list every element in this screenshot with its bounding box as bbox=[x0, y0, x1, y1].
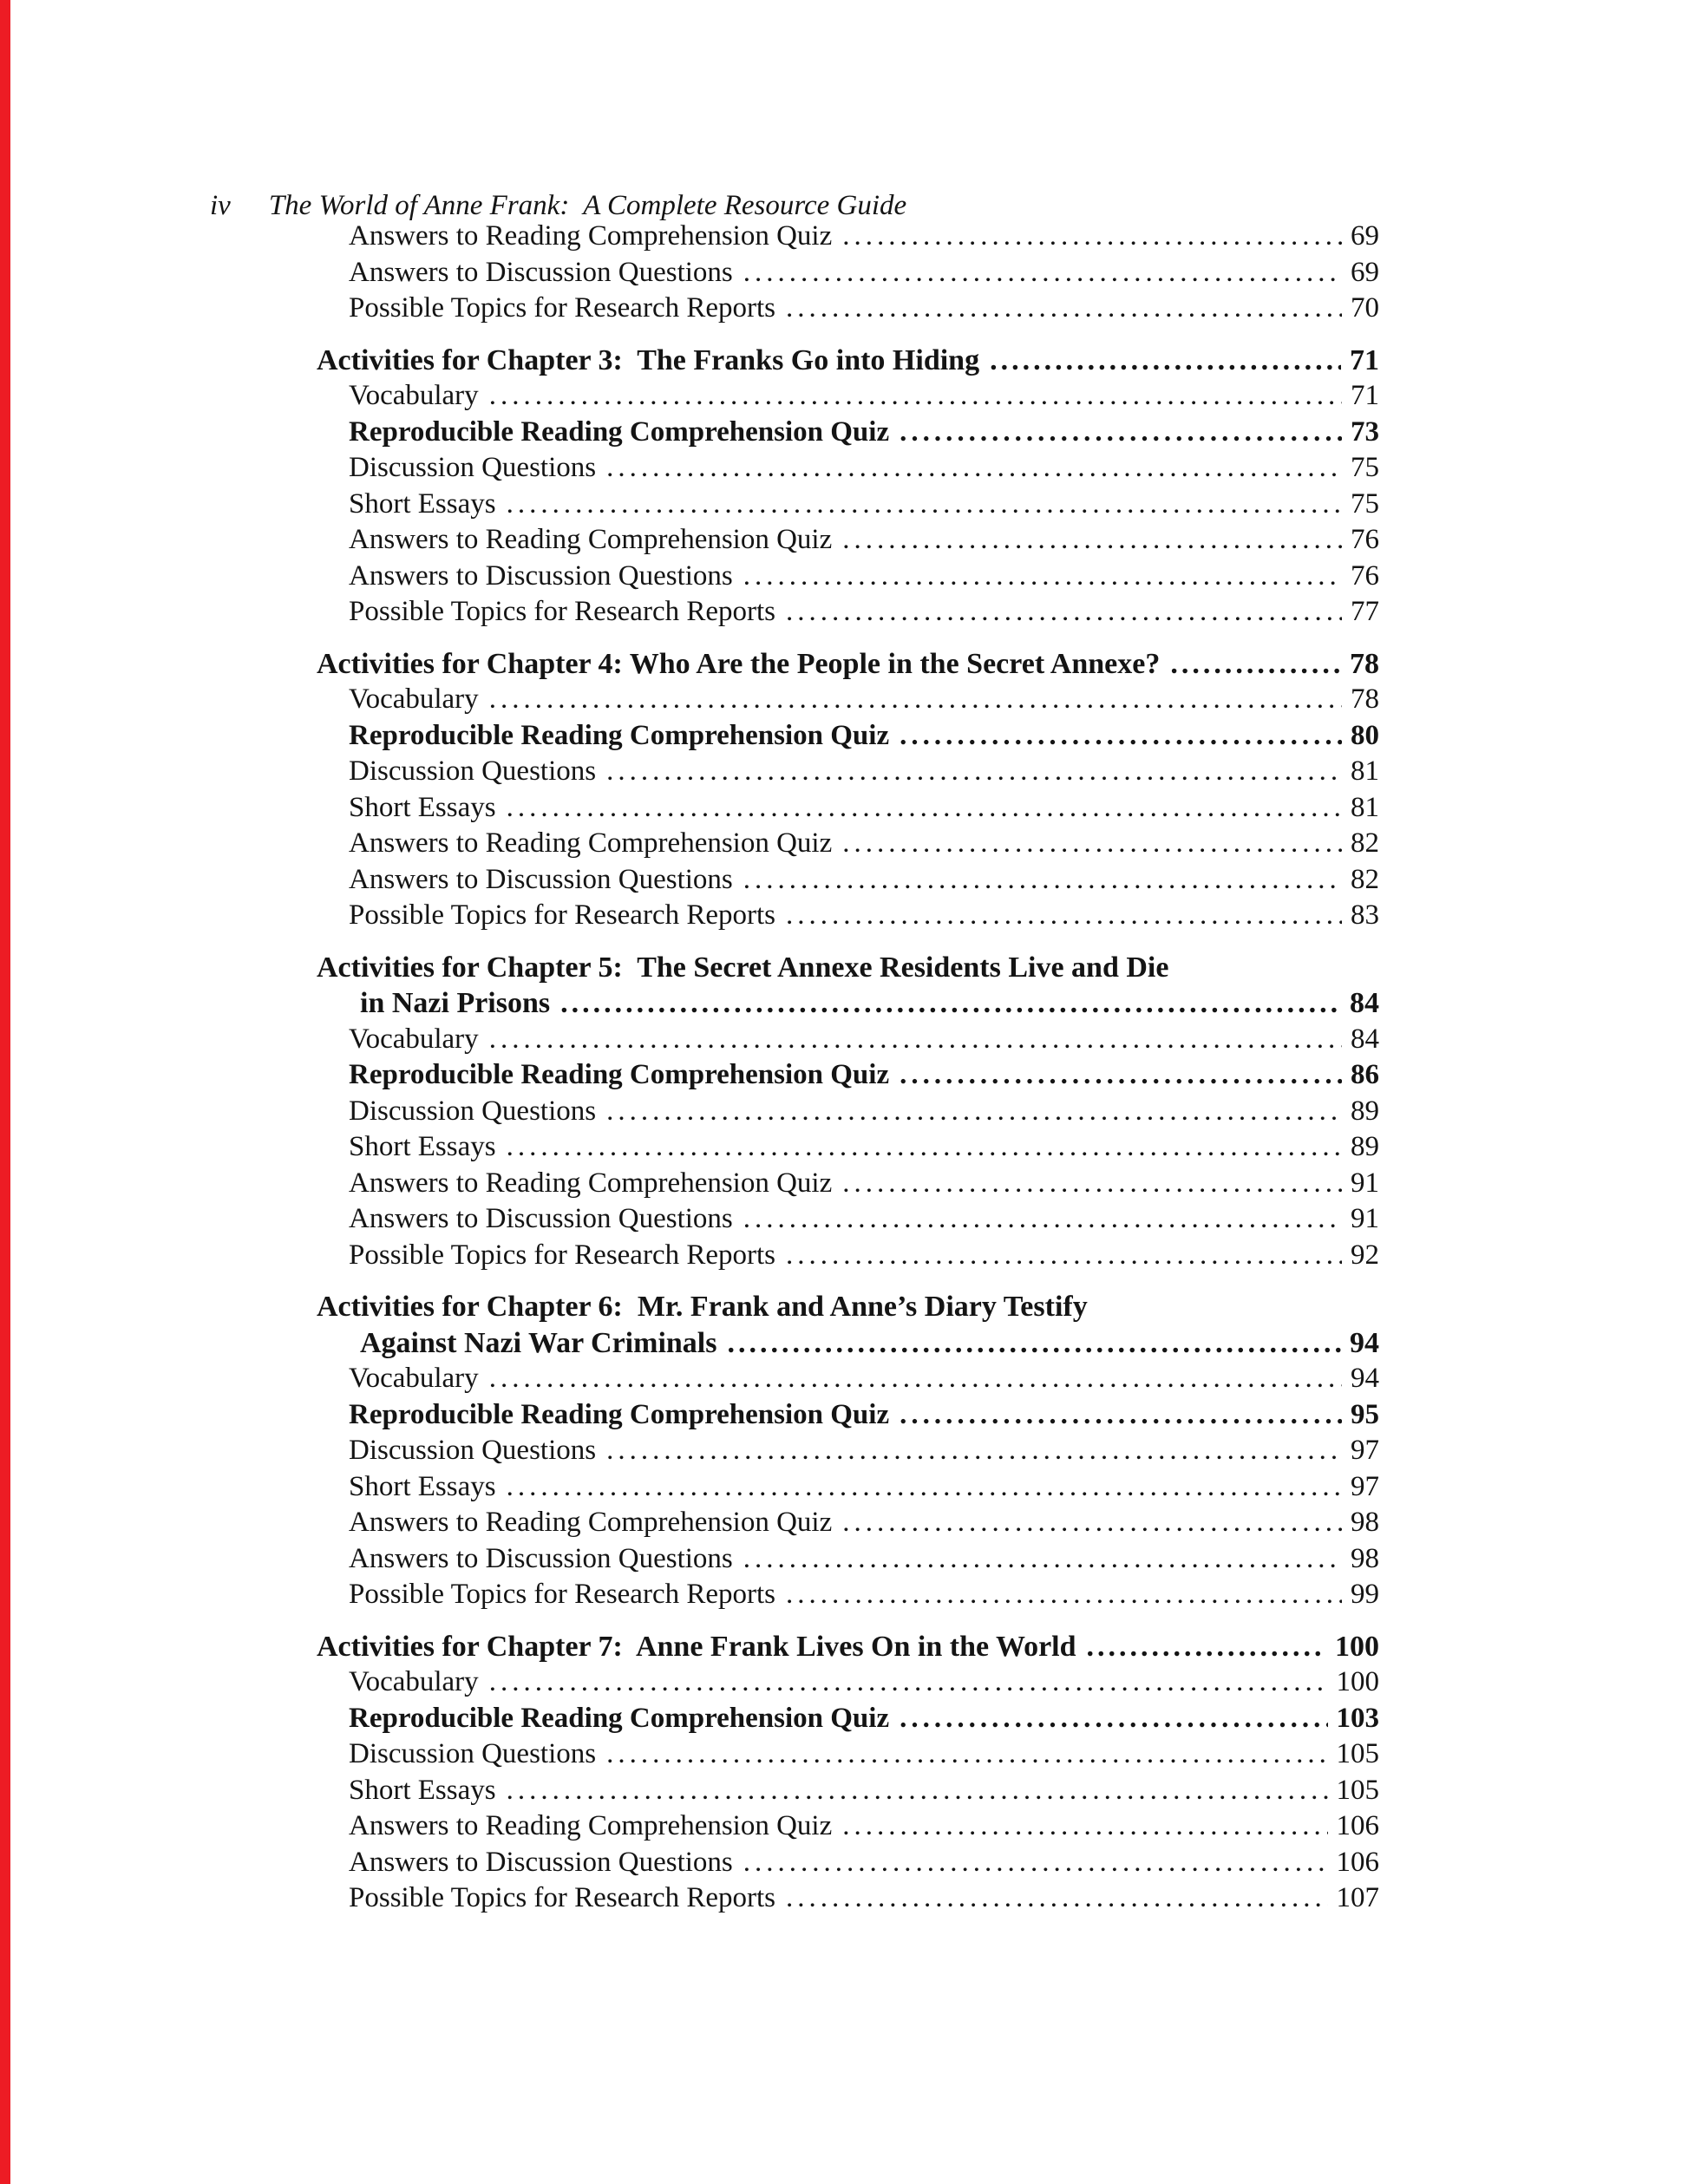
dot-leader bbox=[786, 1238, 1342, 1274]
dot-leader bbox=[560, 985, 1341, 1022]
entry-label: Reproducible Reading Comprehension Quiz bbox=[349, 1398, 890, 1430]
page-number: 107 bbox=[1336, 1882, 1379, 1913]
toc-entry bbox=[317, 450, 1379, 487]
page-number: 100 bbox=[1336, 1666, 1379, 1697]
toc-entry bbox=[317, 1541, 1379, 1578]
entry-label: Reproducible Reading Comprehension Quiz bbox=[349, 719, 890, 751]
entry-label: Short Essays bbox=[349, 487, 496, 520]
dot-leader bbox=[606, 1094, 1342, 1130]
page-number: 95 bbox=[1351, 1398, 1379, 1430]
page-number: 70 bbox=[1351, 292, 1379, 324]
entry-label: Answers to Discussion Questions bbox=[349, 1203, 733, 1234]
entry-label: Short Essays bbox=[349, 1774, 496, 1806]
toc-entry bbox=[317, 1433, 1379, 1469]
running-title: The World of Anne Frank: A Complete Resource Guide bbox=[268, 190, 907, 221]
entry-label: Answers to Reading Comprehension Quiz bbox=[349, 220, 833, 252]
toc-entry bbox=[317, 1361, 1379, 1397]
toc-entry bbox=[317, 1773, 1379, 1809]
left-edge-red-stripe bbox=[0, 0, 10, 2184]
entry-label: Short Essays bbox=[349, 1131, 496, 1162]
page-number: 78 bbox=[1350, 647, 1379, 680]
entry-label: Activities for Chapter 5: The Secret Annexe Residents Live and Die bbox=[317, 951, 1169, 984]
entry-label: Answers to Discussion Questions bbox=[349, 863, 733, 895]
toc-entry bbox=[317, 559, 1379, 595]
chapter-heading-line2 bbox=[317, 985, 1379, 1022]
toc-entry bbox=[317, 219, 1379, 255]
page-number: 77 bbox=[1351, 596, 1379, 627]
dot-leader bbox=[786, 898, 1342, 934]
page-number: 106 bbox=[1336, 1810, 1379, 1841]
entry-label: Activities for Chapter 6: Mr. Frank and Anne’s Diary Testify bbox=[317, 1291, 1088, 1323]
page-number: 92 bbox=[1351, 1239, 1379, 1271]
entry-label: Short Essays bbox=[349, 791, 496, 823]
dot-leader bbox=[842, 522, 1342, 559]
entry-label: Vocabulary bbox=[349, 683, 479, 715]
dot-leader bbox=[842, 1505, 1342, 1541]
page-number: 71 bbox=[1351, 380, 1379, 411]
toc-entry bbox=[317, 522, 1379, 559]
toc-entry bbox=[317, 790, 1379, 827]
dot-leader bbox=[606, 1433, 1342, 1469]
toc-entry bbox=[317, 718, 1379, 755]
dot-leader bbox=[489, 1664, 1328, 1701]
page-number: 100 bbox=[1335, 1630, 1379, 1663]
page-number: 83 bbox=[1351, 899, 1379, 931]
dot-leader bbox=[743, 1201, 1342, 1238]
entry-label: Discussion Questions bbox=[349, 1738, 597, 1769]
toc-entry bbox=[317, 826, 1379, 862]
toc-entry bbox=[317, 291, 1379, 327]
dot-leader bbox=[743, 255, 1342, 291]
toc-entry bbox=[317, 1022, 1379, 1058]
dot-leader bbox=[743, 1845, 1328, 1881]
dot-leader bbox=[786, 594, 1342, 631]
entry-label: Discussion Questions bbox=[349, 452, 597, 483]
toc-entry bbox=[317, 1701, 1379, 1737]
entry-label: Reproducible Reading Comprehension Quiz bbox=[349, 415, 890, 448]
page-number: 98 bbox=[1351, 1507, 1379, 1538]
toc-entry bbox=[317, 682, 1379, 718]
page-number: 75 bbox=[1351, 452, 1379, 483]
dot-leader bbox=[489, 1361, 1342, 1397]
dot-leader bbox=[842, 1166, 1342, 1202]
entry-label: Discussion Questions bbox=[349, 1095, 597, 1127]
chapter-heading-line1 bbox=[317, 950, 1379, 986]
toc-entry bbox=[317, 1397, 1379, 1434]
dot-leader bbox=[842, 826, 1342, 862]
chapter-heading-line2 bbox=[317, 1325, 1379, 1362]
page-number: 82 bbox=[1351, 827, 1379, 859]
page-number: 78 bbox=[1351, 683, 1379, 715]
page-number: 105 bbox=[1336, 1738, 1379, 1769]
dot-leader bbox=[900, 718, 1342, 755]
dot-leader bbox=[507, 1469, 1342, 1506]
page-number: 81 bbox=[1351, 755, 1379, 787]
dot-leader bbox=[900, 1397, 1342, 1434]
entry-label: Activities for Chapter 4: Who Are the People in the Secret Annexe? bbox=[317, 647, 1161, 680]
entry-label: Reproducible Reading Comprehension Quiz bbox=[349, 1059, 890, 1090]
toc-entry bbox=[317, 1094, 1379, 1130]
entry-label: Answers to Reading Comprehension Quiz bbox=[349, 1810, 833, 1841]
dot-leader bbox=[507, 1773, 1328, 1809]
dot-leader bbox=[728, 1325, 1342, 1362]
page-number: 105 bbox=[1336, 1774, 1379, 1806]
dot-leader bbox=[786, 1577, 1342, 1613]
entry-label: in Nazi Prisons bbox=[360, 987, 551, 1019]
entry-label: Activities for Chapter 3: The Franks Go into Hiding bbox=[317, 343, 980, 376]
entry-label: Short Essays bbox=[349, 1470, 496, 1502]
page-number: 99 bbox=[1351, 1579, 1379, 1610]
page-number: 97 bbox=[1351, 1470, 1379, 1502]
entry-label: Answers to Reading Comprehension Quiz bbox=[349, 1507, 833, 1538]
toc-entry bbox=[317, 1469, 1379, 1506]
page-number: 73 bbox=[1351, 415, 1379, 448]
page-number: 98 bbox=[1351, 1542, 1379, 1574]
toc-entry bbox=[317, 1736, 1379, 1773]
toc-entry bbox=[317, 1201, 1379, 1238]
toc-entry bbox=[317, 754, 1379, 790]
dot-leader bbox=[743, 1541, 1342, 1578]
page-number: 106 bbox=[1336, 1846, 1379, 1878]
toc-entry bbox=[317, 378, 1379, 415]
entry-label: Answers to Discussion Questions bbox=[349, 1846, 733, 1878]
entry-label: Reproducible Reading Comprehension Quiz bbox=[349, 1702, 890, 1734]
toc-entry bbox=[317, 1057, 1379, 1094]
dot-leader bbox=[507, 1129, 1342, 1166]
chapter-heading-line1 bbox=[317, 1289, 1379, 1325]
entry-label: Vocabulary bbox=[349, 1363, 479, 1394]
toc-entry bbox=[317, 1505, 1379, 1541]
page-number: 97 bbox=[1351, 1435, 1379, 1466]
toc-entry bbox=[317, 415, 1379, 451]
page-number: 94 bbox=[1350, 1326, 1379, 1359]
dot-leader bbox=[842, 219, 1342, 255]
toc-entry bbox=[317, 1845, 1379, 1881]
page-number: 76 bbox=[1351, 524, 1379, 555]
dot-leader bbox=[842, 1808, 1327, 1845]
page-number: 82 bbox=[1351, 863, 1379, 895]
page-number: 89 bbox=[1351, 1095, 1379, 1127]
toc-entry bbox=[317, 1577, 1379, 1613]
entry-label: Vocabulary bbox=[349, 1023, 479, 1055]
page-number: 81 bbox=[1351, 791, 1379, 823]
chapter-heading bbox=[317, 343, 1379, 379]
chapter-heading bbox=[317, 1629, 1379, 1665]
entry-label: Answers to Discussion Questions bbox=[349, 1542, 733, 1574]
page-number: 84 bbox=[1351, 1023, 1379, 1055]
toc-entry bbox=[317, 487, 1379, 523]
toc-entry bbox=[317, 1129, 1379, 1166]
folio-page-number: iv bbox=[210, 190, 231, 221]
entry-label: Possible Topics for Research Reports bbox=[349, 1239, 776, 1271]
toc-entry bbox=[317, 594, 1379, 631]
entry-label: Answers to Discussion Questions bbox=[349, 256, 733, 288]
page-number: 91 bbox=[1351, 1167, 1379, 1199]
toc-entry bbox=[317, 1238, 1379, 1274]
entry-label: Discussion Questions bbox=[349, 755, 597, 787]
dot-leader bbox=[489, 682, 1342, 718]
entry-label: Discussion Questions bbox=[349, 1435, 597, 1466]
entry-label: Answers to Discussion Questions bbox=[349, 559, 733, 592]
page-number: 103 bbox=[1336, 1702, 1379, 1734]
dot-leader bbox=[606, 450, 1342, 487]
entry-label: Activities for Chapter 7: Anne Frank Lives On in the World bbox=[317, 1630, 1076, 1663]
toc-entry bbox=[317, 255, 1379, 291]
dot-leader bbox=[743, 862, 1342, 899]
toc-entry bbox=[317, 1880, 1379, 1917]
entry-label: Answers to Reading Comprehension Quiz bbox=[349, 827, 833, 859]
entry-label: Possible Topics for Research Reports bbox=[349, 1579, 776, 1610]
entry-label: Answers to Reading Comprehension Quiz bbox=[349, 1167, 833, 1199]
table-of-contents bbox=[317, 219, 1379, 1917]
entry-label: Vocabulary bbox=[349, 1666, 479, 1697]
toc-entry bbox=[317, 1166, 1379, 1202]
entry-label: Vocabulary bbox=[349, 380, 479, 411]
dot-leader bbox=[900, 1701, 1327, 1737]
page-number: 69 bbox=[1351, 220, 1379, 252]
entry-label: Possible Topics for Research Reports bbox=[349, 899, 776, 931]
entry-label: Answers to Reading Comprehension Quiz bbox=[349, 524, 833, 555]
page-number: 76 bbox=[1351, 559, 1379, 592]
dot-leader bbox=[507, 790, 1342, 827]
entry-label: Possible Topics for Research Reports bbox=[349, 292, 776, 324]
toc-entry bbox=[317, 1808, 1379, 1845]
dot-leader bbox=[990, 343, 1341, 379]
dot-leader bbox=[606, 1736, 1327, 1773]
page-number: 71 bbox=[1350, 343, 1379, 376]
page-number: 84 bbox=[1350, 987, 1379, 1019]
dot-leader bbox=[786, 291, 1342, 327]
toc-entry bbox=[317, 862, 1379, 899]
dot-leader bbox=[900, 1057, 1342, 1094]
dot-leader bbox=[507, 487, 1342, 523]
page-number: 75 bbox=[1351, 487, 1379, 520]
dot-leader bbox=[786, 1880, 1327, 1917]
page-number: 91 bbox=[1351, 1203, 1379, 1234]
page-number: 69 bbox=[1351, 256, 1379, 288]
page-number: 89 bbox=[1351, 1131, 1379, 1162]
entry-label: Against Nazi War Criminals bbox=[360, 1326, 717, 1359]
page-number: 80 bbox=[1351, 719, 1379, 751]
dot-leader bbox=[900, 415, 1342, 451]
dot-leader bbox=[489, 1022, 1342, 1058]
dot-leader bbox=[743, 559, 1342, 595]
page-number: 86 bbox=[1351, 1059, 1379, 1090]
page-number: 94 bbox=[1351, 1363, 1379, 1394]
dot-leader bbox=[1087, 1629, 1326, 1665]
chapter-heading bbox=[317, 646, 1379, 683]
toc-entry bbox=[317, 1664, 1379, 1701]
dot-leader bbox=[606, 754, 1342, 790]
dot-leader bbox=[489, 378, 1342, 415]
dot-leader bbox=[1170, 646, 1341, 683]
entry-label: Possible Topics for Research Reports bbox=[349, 596, 776, 627]
entry-label: Possible Topics for Research Reports bbox=[349, 1882, 776, 1913]
toc-entry bbox=[317, 898, 1379, 934]
